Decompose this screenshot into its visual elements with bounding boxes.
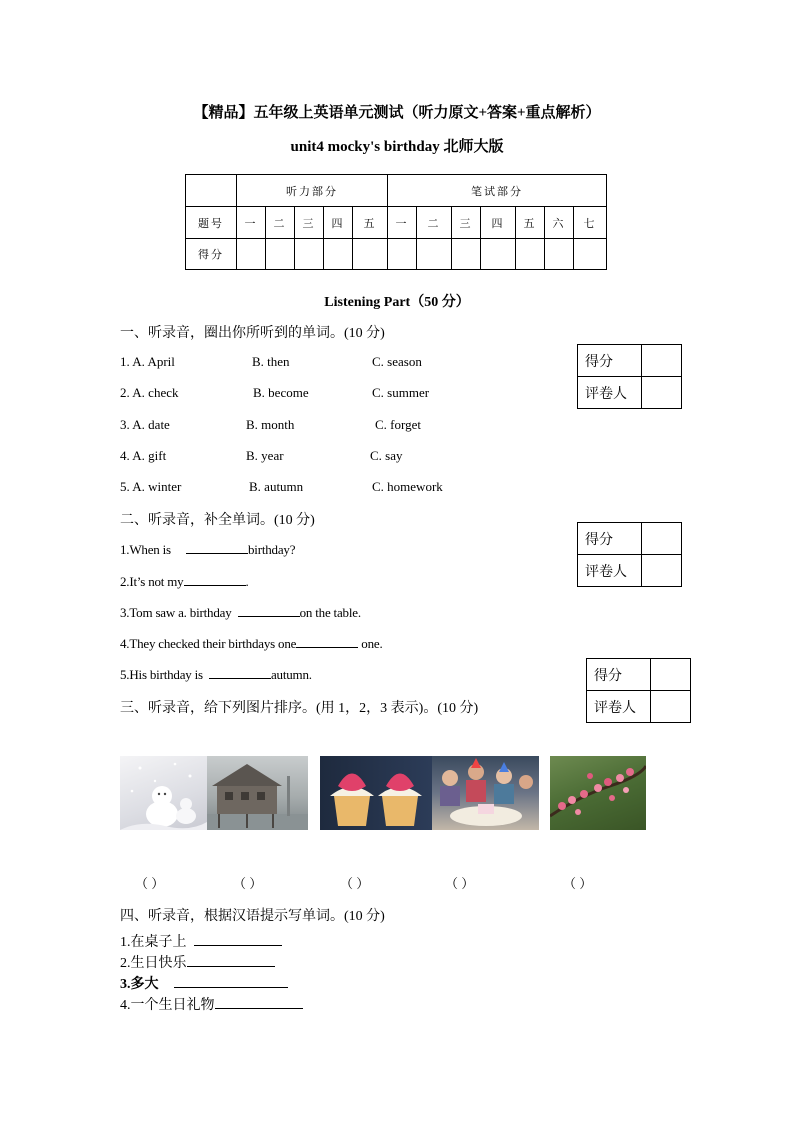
score-cell[interactable] — [324, 239, 353, 270]
s4-item1-text: 1.在桌子上 — [120, 935, 187, 950]
s2-item5-before: 5.His birthday is — [120, 667, 203, 682]
cupcakes-illustration — [320, 756, 432, 830]
score-cell[interactable] — [388, 239, 417, 270]
document-subtitle: unit4 mocky's birthday 北师大版 — [290, 139, 504, 155]
grade-grader-label: 评卷人 — [578, 377, 642, 409]
score-cell[interactable] — [295, 239, 324, 270]
answer-paren-2[interactable]: （ ） — [233, 876, 263, 891]
s2-item4 — [120, 635, 383, 652]
grade-grader-cell[interactable] — [651, 691, 691, 723]
snowman-illustration — [120, 756, 207, 830]
col-header: 二 — [266, 207, 295, 239]
birthday-party-image — [432, 756, 539, 830]
answer-paren-5[interactable]: （ ） — [563, 876, 593, 891]
spring-blossom-image — [550, 756, 646, 830]
blossom-illustration — [550, 756, 646, 830]
s2-item4-after: one. — [358, 636, 383, 651]
s2-item5-blank[interactable] — [209, 666, 271, 679]
s1-item3-b: B. month — [246, 417, 295, 432]
s2-item3-blank[interactable] — [238, 604, 300, 617]
cupcakes-image — [320, 756, 432, 830]
col-header: 七 — [574, 207, 607, 239]
s2-item2-after: . — [245, 574, 249, 589]
s1-item1-c: C. season — [372, 354, 422, 369]
misty-house-image — [207, 756, 308, 830]
col-header: 四 — [481, 207, 516, 239]
grade-score-cell[interactable] — [651, 659, 691, 691]
col-header: 六 — [545, 207, 574, 239]
s2-item1-blank[interactable] — [186, 541, 248, 554]
s2-item2-blank[interactable] — [184, 573, 246, 586]
row-label-number: 题号 — [186, 207, 237, 239]
s1-item1-b: B. then — [252, 354, 290, 369]
col-header: 一 — [388, 207, 417, 239]
score-table — [185, 174, 607, 270]
s1-item2-b: B. become — [253, 385, 309, 400]
misty-house-illustration — [207, 756, 308, 830]
s4-item4 — [120, 994, 303, 1014]
written-header: 笔试部分 — [388, 175, 607, 207]
listening-part-title: Listening Part（50 分） — [324, 295, 470, 310]
answer-paren-3[interactable]: （ ） — [340, 876, 370, 891]
s2-item1-after: birthday? — [247, 542, 296, 557]
s1-item2-c: C. summer — [372, 385, 430, 400]
document-title: 【精品】五年级上英语单元测试（听力原文+答案+重点解析） — [193, 105, 601, 121]
score-cell[interactable] — [237, 239, 266, 270]
s2-item2-before: 2.It’s not my — [120, 574, 184, 589]
s2-item2 — [120, 573, 249, 590]
col-header: 五 — [516, 207, 545, 239]
score-cell[interactable] — [516, 239, 545, 270]
s4-item2-text: 2.生日快乐 — [120, 956, 187, 971]
s4-item2-blank[interactable] — [187, 954, 275, 967]
s1-item4-a: 4. A. gift — [120, 448, 167, 463]
score-cell[interactable] — [452, 239, 481, 270]
col-header: 三 — [452, 207, 481, 239]
answer-paren-4[interactable]: （ ） — [445, 876, 475, 891]
score-cell[interactable] — [545, 239, 574, 270]
grade-box-2 — [577, 522, 682, 587]
s4-item3 — [120, 973, 288, 993]
grade-box-1 — [577, 344, 682, 409]
grade-grader-label: 评卷人 — [587, 691, 651, 723]
section4-heading: 四、听录音，根据汉语提示写单词。(10 分) — [120, 909, 385, 924]
s1-item4-b: B. year — [246, 448, 284, 463]
party-illustration — [432, 756, 539, 830]
s2-item3-before: 3.Tom saw a. birthday — [120, 605, 232, 620]
row-label-score: 得分 — [186, 239, 237, 270]
section3-heading: 三、听录音，给下列图片排序。(用 1，2，3 表示)。(10 分) — [120, 701, 479, 716]
s4-item2 — [120, 952, 275, 972]
s1-item1-a: 1. A. April — [120, 354, 175, 369]
s4-item1-blank[interactable] — [194, 933, 282, 946]
listening-header: 听力部分 — [237, 175, 388, 207]
score-table-corner — [186, 175, 237, 207]
grade-score-cell[interactable] — [642, 345, 682, 377]
grade-score-cell[interactable] — [642, 523, 682, 555]
s2-item4-before: 4.They checked their birthdays one — [120, 636, 297, 651]
col-header: 三 — [295, 207, 324, 239]
col-header: 五 — [353, 207, 388, 239]
col-header: 二 — [417, 207, 452, 239]
score-cell[interactable] — [574, 239, 607, 270]
snowman-winter-image — [120, 756, 207, 830]
s2-item1-before: 1.When is — [120, 542, 171, 557]
score-cell[interactable] — [266, 239, 295, 270]
grade-score-label: 得分 — [587, 659, 651, 691]
s4-item3-blank[interactable] — [174, 975, 288, 988]
section2-heading: 二、听录音，补全单词。(10 分) — [120, 513, 315, 528]
s1-item5-a: 5. A. winter — [120, 479, 182, 494]
s2-item3 — [120, 604, 361, 621]
s2-item5 — [120, 666, 312, 683]
s2-item3-after: on the table. — [299, 605, 361, 620]
col-header: 四 — [324, 207, 353, 239]
grade-box-3 — [586, 658, 691, 723]
s4-item1 — [120, 931, 282, 951]
grade-grader-cell[interactable] — [642, 377, 682, 409]
s1-item2-a: 2. A. check — [120, 385, 179, 400]
section1-heading: 一、听录音，圈出你所听到的单词。(10 分) — [120, 326, 385, 341]
score-cell[interactable] — [353, 239, 388, 270]
s4-item4-blank[interactable] — [215, 996, 303, 1009]
grade-score-label: 得分 — [578, 345, 642, 377]
s4-item4-text: 4.一个生日礼物 — [120, 998, 215, 1013]
grade-grader-label: 评卷人 — [578, 555, 642, 587]
s1-item5-c: C. homework — [372, 479, 443, 494]
s1-item5-b: B. autumn — [249, 479, 304, 494]
grade-grader-cell[interactable] — [642, 555, 682, 587]
s1-item3-a: 3. A. date — [120, 417, 170, 432]
col-header: 一 — [237, 207, 266, 239]
answer-paren-1[interactable]: （ ） — [135, 876, 165, 891]
s1-item4-c: C. say — [370, 448, 403, 463]
s2-item5-after: autumn. — [270, 667, 312, 682]
s1-item3-c: C. forget — [375, 417, 421, 432]
s2-item4-blank[interactable] — [296, 635, 358, 648]
s2-item1 — [120, 541, 295, 558]
score-cell[interactable] — [417, 239, 452, 270]
s4-item3-text: 3.多大 — [120, 977, 159, 992]
grade-score-label: 得分 — [578, 523, 642, 555]
score-cell[interactable] — [481, 239, 516, 270]
